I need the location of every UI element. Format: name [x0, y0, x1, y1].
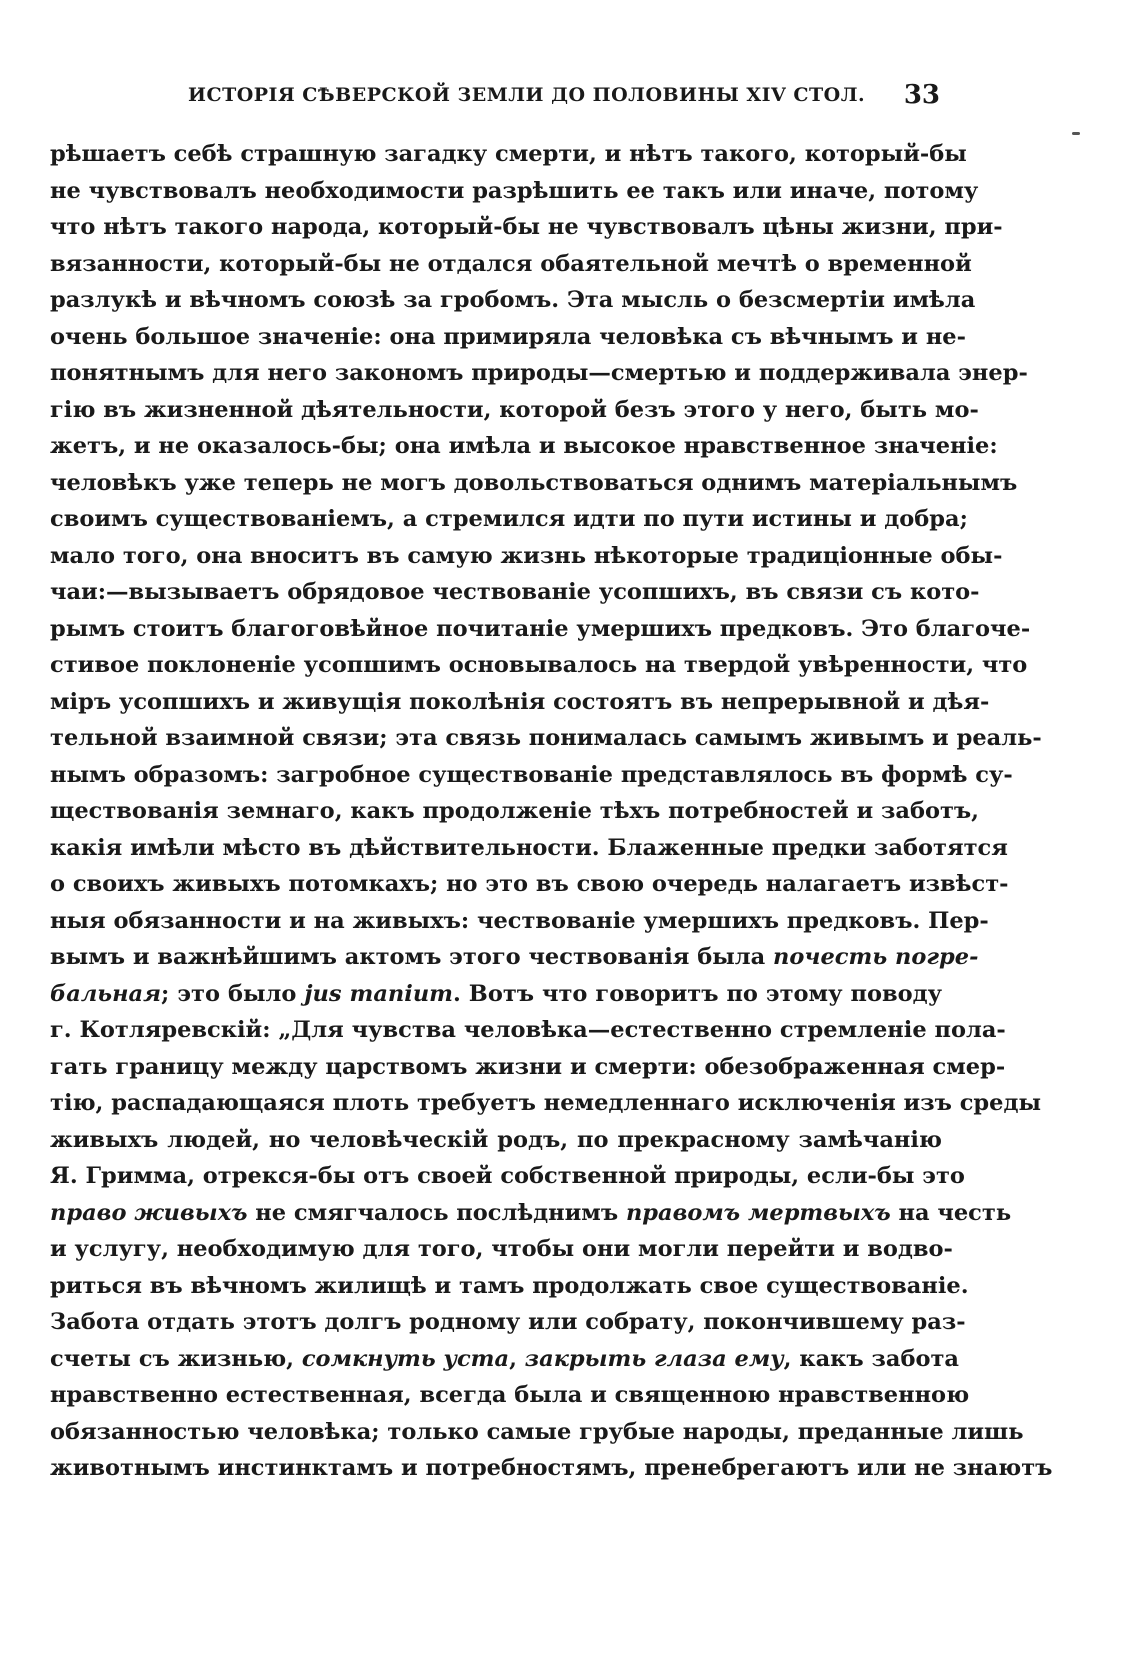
- text-line: [50, 1085, 1041, 1122]
- text-line: [50, 1377, 970, 1414]
- text-line: [50, 428, 998, 465]
- text-run: гать границу между царствомъ жизни и смерти: обезображенная смер-: [50, 1053, 1006, 1080]
- text-line: [50, 1195, 1012, 1232]
- text-run: , какъ забота: [783, 1345, 959, 1372]
- text-line: [50, 319, 966, 356]
- italic-phrase: закрыть глаза ему: [524, 1345, 784, 1372]
- text-line: [50, 355, 1028, 392]
- text-run: какія имѣли мѣсто въ дѣйствительности. Блаженные предки заботятся: [50, 834, 1008, 861]
- text-line: [50, 1304, 966, 1341]
- text-run: риться въ вѣчномъ жилищѣ и тамъ продолжать свое существованіе.: [50, 1272, 969, 1299]
- text-line: [50, 1341, 959, 1378]
- text-line: [50, 866, 1009, 903]
- text-run: очень большое значеніе: она примиряла человѣка съ вѣчнымъ и не-: [50, 323, 966, 350]
- print-speck: [1072, 132, 1080, 135]
- text-line: [50, 757, 1013, 794]
- text-run: ществованія земнаго, какъ продолженіе тѣхъ потребностей и заботъ,: [50, 798, 980, 824]
- text-run: міръ усопшихъ и живущія поколѣнія состоятъ въ непрерывной и дѣя-: [50, 688, 990, 715]
- text-line: [50, 647, 1028, 684]
- text-line: [50, 209, 1003, 246]
- italic-phrase: сомкнуть уста: [301, 1345, 510, 1372]
- text-line: [50, 136, 967, 173]
- text-run: гію въ жизненной дѣятельности, которой безъ этого у него, быть мо-: [50, 396, 979, 423]
- text-run: чаи:—вызываетъ обрядовое чествованіе усопшихъ, въ связи съ кото-: [50, 579, 980, 605]
- text-run: животнымъ инстинктамъ и потребностямъ, пренебрегаютъ или не знаютъ: [50, 1455, 1053, 1481]
- text-run: счеты съ жизнью,: [50, 1345, 302, 1372]
- text-run: жетъ, и не оказалось-бы; она имѣла и высокое нравственное значеніе:: [50, 433, 998, 459]
- text-line: [50, 1414, 1024, 1451]
- text-line: [50, 903, 989, 940]
- italic-phrase: правомъ мертвыхъ: [625, 1199, 891, 1226]
- text-line: [50, 246, 972, 283]
- text-run: мало того, она вноситъ въ самую жизнь нѣкоторые традиціонные обы-: [50, 542, 1003, 569]
- text-run: о своихъ живыхъ потомкахъ; но это въ свою очередь налагаетъ извѣст-: [50, 871, 1009, 897]
- text-line: [50, 1450, 1053, 1487]
- text-run: тію, распадающаяся плоть требуетъ немедленнаго исключенія изъ среды: [50, 1090, 1041, 1116]
- text-run: ; это было: [161, 980, 305, 1007]
- italic-phrase: бальная: [50, 980, 162, 1007]
- text-line: [50, 793, 980, 830]
- text-run: рымъ стоитъ благоговѣйное почитаніе умершихъ предковъ. Это благоче-: [50, 615, 1031, 642]
- text-run: ныя обязанности и на живыхъ: чествованіе умершихъ предковъ. Пер-: [50, 907, 989, 934]
- text-run: обязанностью человѣка; только самые грубые народы, преданные лишь: [50, 1418, 1024, 1445]
- italic-phrase: право живыхъ: [50, 1199, 248, 1226]
- text-run: разлукѣ и вѣчномъ союзѣ за гробомъ. Эта мысль о безсмертіи имѣла: [50, 287, 976, 313]
- text-run: что нѣтъ такого народа, который-бы не чувствовалъ цѣны жизни, при-: [50, 214, 1003, 240]
- text-run: стивое поклоненіе усопшимъ основывалось на твердой увѣренности, что: [50, 652, 1028, 678]
- text-run: нравственно естественная, всегда была и священною нравственною: [50, 1382, 970, 1408]
- text-run: рѣшаетъ себѣ страшную загадку смерти, и нѣтъ такого, который-бы: [50, 141, 967, 167]
- text-line: [50, 976, 942, 1013]
- text-run: человѣкъ уже теперь не могъ довольствоваться однимъ матеріальнымъ: [50, 469, 1018, 496]
- text-run: вязанности, который-бы не отдался обаятельной мечтѣ о временной: [50, 250, 972, 277]
- text-run: живыхъ людей, но человѣческій родъ, по прекрасному замѣчанію: [50, 1126, 942, 1153]
- text-run: г. Котляревскій: „Для чувства человѣка—естественно стремленіе пола-: [50, 1017, 1006, 1043]
- page-number: 33: [903, 80, 940, 110]
- text-run: понятнымъ для него закономъ природы—смертью и поддерживала энер-: [50, 360, 1028, 386]
- text-run: не смягчалось послѣднимъ: [247, 1199, 626, 1226]
- page-header: [50, 80, 940, 114]
- italic-phrase: jus manium: [304, 980, 453, 1007]
- text-run: на честь: [890, 1199, 1012, 1226]
- text-line: [50, 392, 979, 429]
- italic-phrase: почесть погре-: [773, 944, 979, 970]
- text-run: своимъ существованіемъ, а стремился идти по пути истины и добра;: [50, 506, 968, 532]
- text-run: Забота отдать этотъ долгъ родному или собрату, покончившему раз-: [50, 1309, 966, 1335]
- text-run: тельной взаимной связи; эта связь понималась самымъ живымъ и реаль-: [50, 725, 1042, 751]
- text-run: ,: [509, 1345, 525, 1372]
- text-run: не чувствовалъ необходимости разрѣшить ее такъ или иначе, потому: [50, 177, 979, 204]
- text-line: [50, 282, 976, 319]
- body-text: [50, 136, 1053, 1487]
- text-line: [50, 684, 990, 721]
- text-line: [50, 1158, 965, 1195]
- text-run: вымъ и важнѣйшимъ актомъ этого чествованія была: [50, 944, 774, 970]
- text-line: [50, 173, 979, 210]
- text-line: [50, 1012, 1006, 1049]
- text-run: Я. Гримма, отрекся-бы отъ своей собственной природы, если-бы это: [50, 1163, 965, 1189]
- text-line: [50, 720, 1042, 757]
- text-line: [50, 830, 1008, 867]
- text-line: [50, 1268, 969, 1305]
- text-line: [50, 501, 968, 538]
- text-line: [50, 1049, 1006, 1086]
- text-line: [50, 574, 980, 611]
- text-run: и услугу, необходимую для того, чтобы они могли перейти и водво-: [50, 1236, 953, 1262]
- text-line: [50, 538, 1003, 575]
- text-run: . Вотъ что говоритъ по этому поводу: [452, 980, 942, 1007]
- text-line: [50, 465, 1018, 502]
- text-line: [50, 611, 1031, 648]
- text-line: [50, 1122, 942, 1159]
- text-line: [50, 1231, 953, 1268]
- running-title: ИСТОРІЯ СѢВЕРСКОЙ ЗЕМЛИ ДО ПОЛОВИНЫ XIV СТОЛ.: [188, 84, 866, 106]
- text-line: [50, 939, 979, 976]
- text-run: нымъ образомъ: загробное существованіе представлялось въ формѣ су-: [50, 761, 1013, 788]
